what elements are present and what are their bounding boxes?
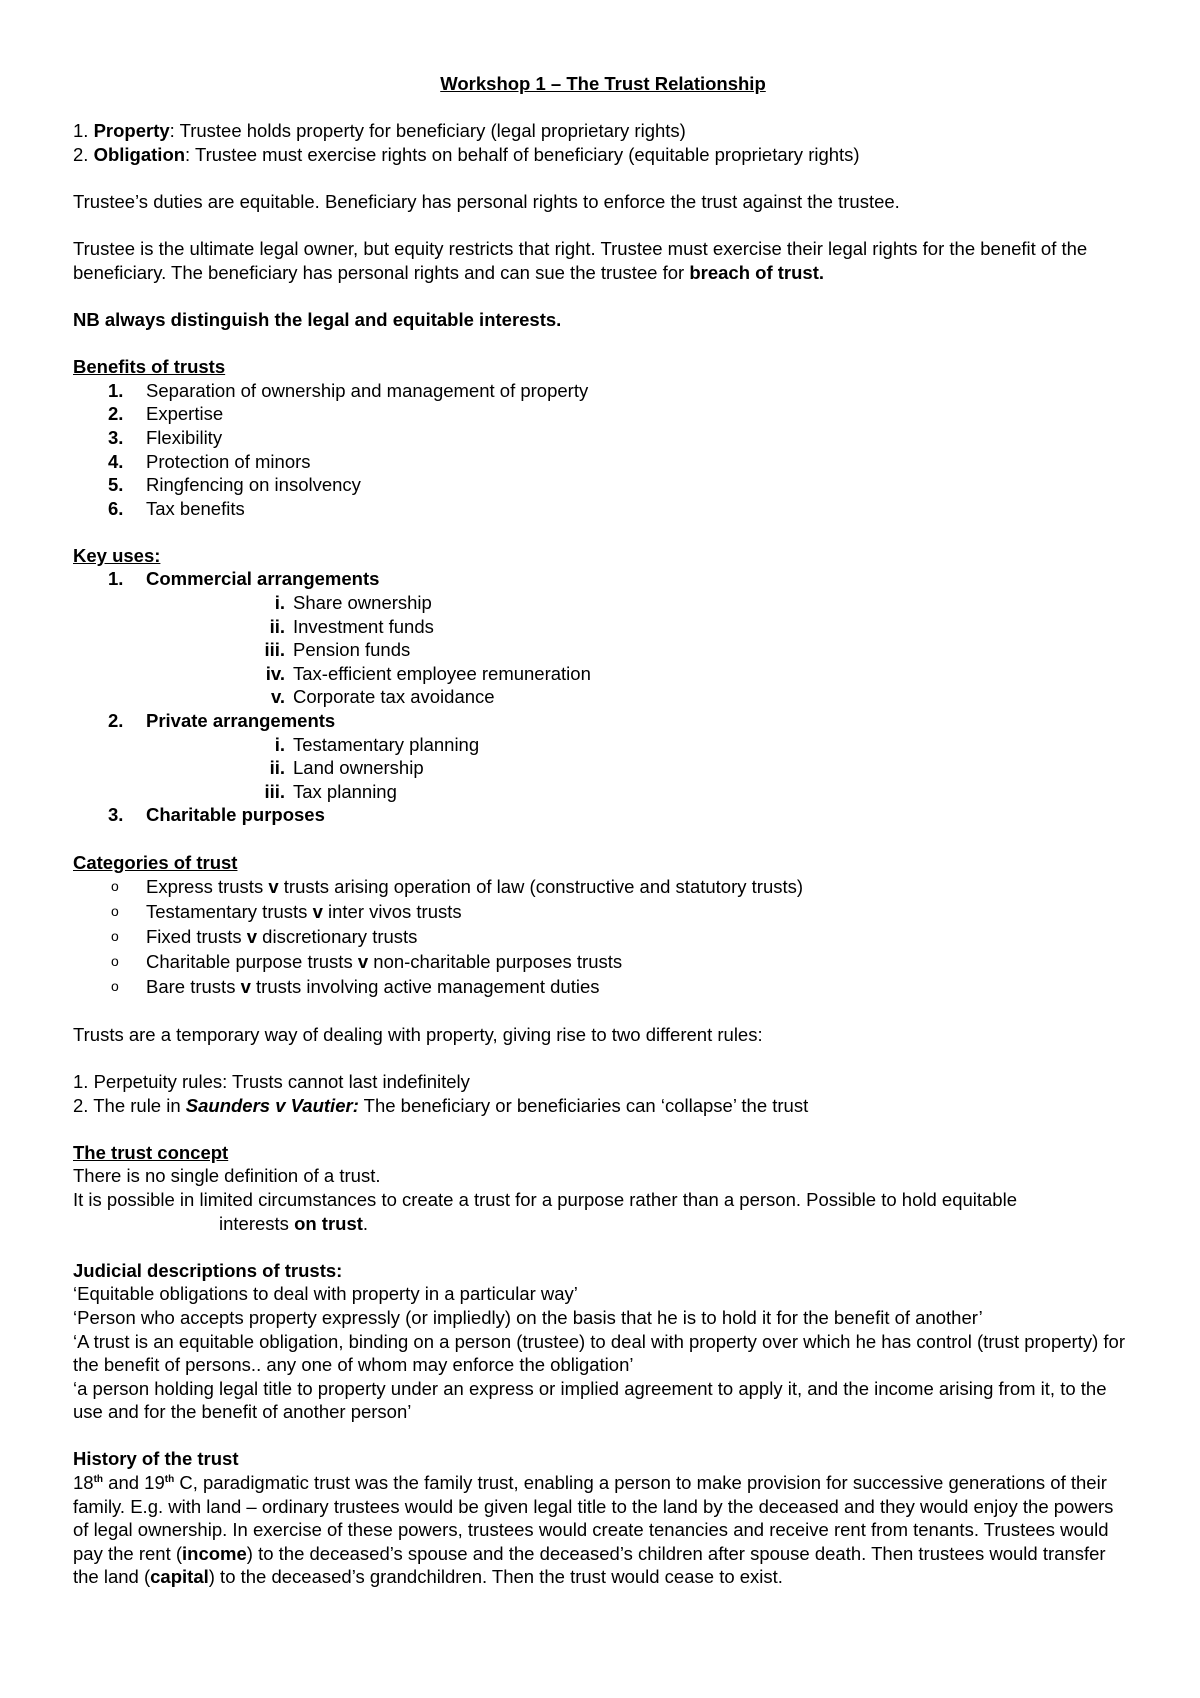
bullet-icon: o [111, 928, 119, 945]
judicial-quote: ‘Equitable obligations to deal with property in a particular way’ [73, 1283, 578, 1305]
concept-line-1: There is no single definition of a trust. [73, 1165, 381, 1187]
intro-para-legal-owner: Trustee is the ultimate legal owner, but equity restricts that right. Trustee must exercise their legal rights for the benefit of the beneficiary. The beneficiary has personal rights and can sue the trustee for breach of trust. [73, 238, 1088, 283]
list-item: iv. Tax-efficient employee remuneration [265, 662, 591, 684]
categories-list [73, 874, 1133, 999]
list-item: o Testamentary trusts v inter vivos trusts [111, 901, 462, 923]
categories-heading: Categories of trust [73, 851, 238, 873]
document-title: Workshop 1 – The Trust Relationship [440, 73, 766, 94]
list-item: ii. Land ownership [269, 757, 424, 779]
intro-item-property: 1. Property: Trustee holds property for beneficiary (legal proprietary rights) [73, 120, 686, 142]
list-item: o Fixed trusts v discretionary trusts [111, 926, 418, 948]
document-page [73, 72, 1133, 1589]
list-item: o Charitable purpose trusts v non-charitable purposes trusts [111, 951, 623, 973]
judicial-quote: ‘A trust is an equitable obligation, binding on a person (trustee) to deal with property over which he has control (trust property) for the benefit of persons.. any one of whom may enforce the obligation’ [73, 1330, 1125, 1376]
nb-note: NB always distinguish the legal and equitable interests. [73, 308, 562, 330]
list-item: 3. Flexibility [108, 426, 223, 448]
concept-line-3: interests on trust. [219, 1212, 369, 1234]
case-name: Saunders v Vautier: [185, 1094, 359, 1116]
bullet-icon: o [111, 953, 119, 970]
list-item: v. Corporate tax avoidance [270, 686, 495, 708]
list-item: i. Testamentary planning [274, 733, 480, 755]
list-item: o Bare trusts v trusts involving active management duties [111, 976, 600, 998]
bullet-icon: o [111, 903, 119, 920]
intro-para-duties: Trustee’s duties are equitable. Beneficiary has personal rights to enforce the trust against the trustee. [73, 190, 900, 212]
intro-item-obligation: 2. Obligation: Trustee must exercise rights on behalf of beneficiary (equitable proprietary rights) [73, 143, 860, 165]
term-capital: capital [150, 1566, 209, 1588]
list-item: 5. Ringfencing on insolvency [108, 474, 361, 496]
concept-heading: The trust concept [73, 1141, 229, 1163]
list-item: i. Share ownership [274, 592, 432, 614]
term-obligation: Obligation [93, 143, 186, 165]
key-uses-heading: Key uses: [73, 544, 161, 566]
benefits-heading: Benefits of trusts [73, 356, 226, 378]
history-para: 18th and 19th C, paradigmatic trust was the family trust, enabling a person to make provision for successive generations of their family. E.g. with land – ordinary trustees would be given legal title to the land by the deceased and they would enjoy the powers of legal ownership. In exercise of these powers, trustees would create tenancies and receive rent from tenants. Trustees would pay the rent (income) to the deceased’s spouse and the deceased’s children after spouse death. Then trustees would transfer the land (capital) to the deceased’s grandchildren. Then the trust would cease to exist. [73, 1472, 1114, 1588]
list-item: iii. Pension funds [264, 639, 411, 661]
concept-line-2: It is possible in limited circumstances to create a trust for a purpose rather than a person. Possible to hold equitable [73, 1188, 1017, 1210]
list-item: 2. Expertise [108, 403, 224, 425]
judicial-heading: Judicial descriptions of trusts: [73, 1259, 343, 1281]
list-item: 6. Tax benefits [108, 497, 245, 519]
history-heading: History of the trust [73, 1448, 239, 1470]
list-item: ii. Investment funds [269, 615, 434, 637]
key-use-private: 2. Private arrangements [108, 710, 336, 732]
bullet-icon: o [111, 878, 119, 895]
judicial-quote: ‘Person who accepts property expressly (or impliedly) on the basis that he is to hold it for the benefit of another’ [73, 1306, 983, 1328]
list-item: 4. Protection of minors [108, 450, 311, 472]
key-use-commercial: 1. Commercial arrangements [108, 568, 380, 590]
judicial-quote: ‘a person holding legal title to property under an express or implied agreement to apply it, and the income arising from it, to the use and for the benefit of another person’ [73, 1377, 1107, 1423]
key-uses-list [73, 567, 1133, 827]
term-breach-of-trust: breach of trust. [689, 261, 825, 283]
list-item: 1. Separation of ownership and management of property [108, 379, 589, 401]
rule-perpetuity: 1. Perpetuity rules: Trusts cannot last indefinitely [73, 1070, 470, 1092]
key-use-charitable: 3. Charitable purposes [108, 804, 325, 826]
list-item: iii. Tax planning [264, 780, 397, 802]
list-item: o Express trusts v trusts arising operation of law (constructive and statutory trusts) [111, 876, 804, 898]
rule-saunders: 2. The rule in Saunders v Vautier: The beneficiary or beneficiaries can ‘collapse’ the trust [73, 1094, 809, 1116]
term-property: Property [93, 120, 170, 142]
term-income: income [182, 1542, 247, 1564]
bullet-icon: o [111, 978, 119, 995]
temporary-para: Trusts are a temporary way of dealing with property, giving rise to two different rules: [73, 1023, 763, 1045]
benefits-list [73, 379, 1133, 521]
